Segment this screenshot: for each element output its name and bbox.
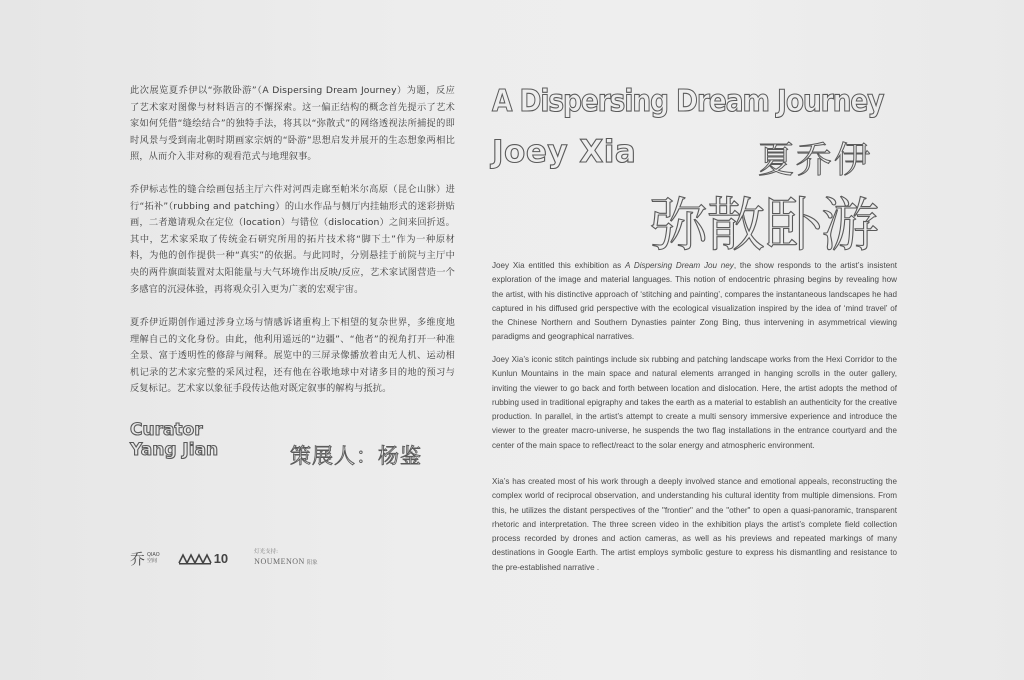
museum-mark-icon [178, 551, 212, 565]
artist-name-cn: 夏乔伊 [758, 140, 873, 181]
cn-paragraph-3: 夏乔伊近期创作通过涉身立场与情感诉诸重构上下相望的复杂世界，多维度地理解自己的文化身份。由此，他利用遥远的“边疆”、“他者”的视角打开一种准全景、富于透明性的修辞与阐释。展览中的三屏录像播放着由无人机、运动相机记录的艺术家完整的采风过程，还有他在谷歌地球中对诸多目的地的预习与反复标记。艺术家以象征手段传达他对既定叙事的解构与抵抗。 [130, 317, 455, 395]
qiao-pinyin: QIAO [147, 552, 160, 558]
anniversary-number: 10 [213, 550, 229, 566]
curator-name-en: Yang Jian [130, 440, 219, 460]
lighting-sponsor [254, 548, 317, 568]
cn-paragraph-2: 乔伊标志性的缝合绘画包括主厅六件对河西走廊至帕米尔高原（昆仑山脉）进行“拓补”（rubbing and patching）的山水作品与侧厅内挂轴形式的迷彩拼贴画，二者邀请观众在定位（location）与错位（dislocation）之间来回折返。其中，艺术家采取了传统金石研究所用的拓片技术将“脚下土”作为一种原材料，为他的创作提供一种“真实”的依据。与此同时，分别悬挂于前院与主厅中央的两件旗面装置对太阳能量与大气环境作出反映/反应，艺术家试图营造一个多感官的沉浸体验，再将观众引入更为广袤的宏观宇宙。 [130, 184, 455, 295]
qiao-space-logo [130, 548, 160, 569]
en-paragraph-1-title: A Dispersing Dream Jou ney [624, 261, 734, 270]
en-paragraph-1 [492, 259, 897, 345]
lighting-brand-cn: 阳象 [306, 560, 318, 566]
exhibition-title-en: A Dispersing Dream Journey [492, 84, 884, 119]
en-paragraph-1-start: Joey Xia entitled this exhibition as [492, 261, 625, 270]
anniversary-logo [178, 551, 228, 566]
lighting-label: 灯光支持: [254, 549, 279, 555]
en-paragraph-2-text: Joey Xia’s iconic stitch paintings include six rubbing and patching landscape works from the Hexi Corridor to the Kunlun Mountains in the main space and natural elements arranged in hanging scrolls in the outer gallery, inviting the viewer to go back and forth between location and dislocation. Here, the artist adopts the method of rubbing used in traditional epigraphy and takes the earth as a material to establish an authenticity for the creative production. In parallel, in the artist’s attempt to create a multi sensory immersive experience and introduce the viewer to the greater macro-universe, he suspends the two flag installations in the entrance courtyard and the center of the main space to reflect/react to the solar energy and atmospheric environment. [492, 355, 897, 450]
curator-label-en: Curator [130, 420, 203, 440]
qiao-char: 乔 [130, 549, 146, 568]
qiao-space: 空间 [147, 558, 158, 564]
en-paragraph-3-text: Xia’s has created most of his work through a deeply involved stance and emotional appeals, reconstructing the complex world of reciprocal observation, and understanding his cultural identity from multiple dimensions. From this, he utilizes the distant perspectives of the "frontier" and the "other" to open a quasi-panoramic, transparent rhetoric and interpretation. The three screen video in the exhibition plays the artist’s complete field collection process recorded by drones and action cameras, as well as his previews and repeated markings of many destinations in Google Earth. The artist employs symbolic gesture to express his dismantling and resistance to the pre-established narrative . [492, 477, 897, 572]
lighting-brand: NOUMENON [254, 557, 305, 566]
en-paragraph-1-rest: , the show responds to the artist’s insistent exploration of the image and material languages. This notion of endocentric phrasing begins by revealing how the artist, with his distinctive approach of ‘stitching and painting’, compares the instantaneous landscapes he had captured in his diffused grid perspective with the ecological visualization inspired by the idea of ‘mind travel’ of the Chinese Northern and Southern Dynasties painter Zong Bing, thus intervening in asymmetrical viewing paradigms and geographical narratives. [492, 261, 897, 342]
curator-en [130, 420, 218, 460]
sponsor-logos [130, 544, 318, 572]
en-paragraph-2 [492, 353, 897, 453]
artist-name-en: Joey Xia [492, 134, 637, 170]
en-paragraph-3 [492, 475, 897, 575]
cn-paragraph-1: 此次展览夏乔伊以“弥散卧游”（A Dispersing Dream Journey）为题，反应了艺术家对图像与材料语言的不懈探索。这一偏正结构的概念首先提示了艺术家如何凭借“缝绘结合”的独特手法，将其以“弥散式”的网络透视法所捕捉的即时风景与受到南北朝时期画家宗炳的“卧游”思想启发并展开的生态想象两相比照，从而介入非对称的观看范式与地理叙事。 [130, 85, 455, 163]
exhibition-title-cn: 弥散卧游 [650, 191, 879, 259]
curator-cn: 策展人：杨鉴 [290, 444, 422, 468]
